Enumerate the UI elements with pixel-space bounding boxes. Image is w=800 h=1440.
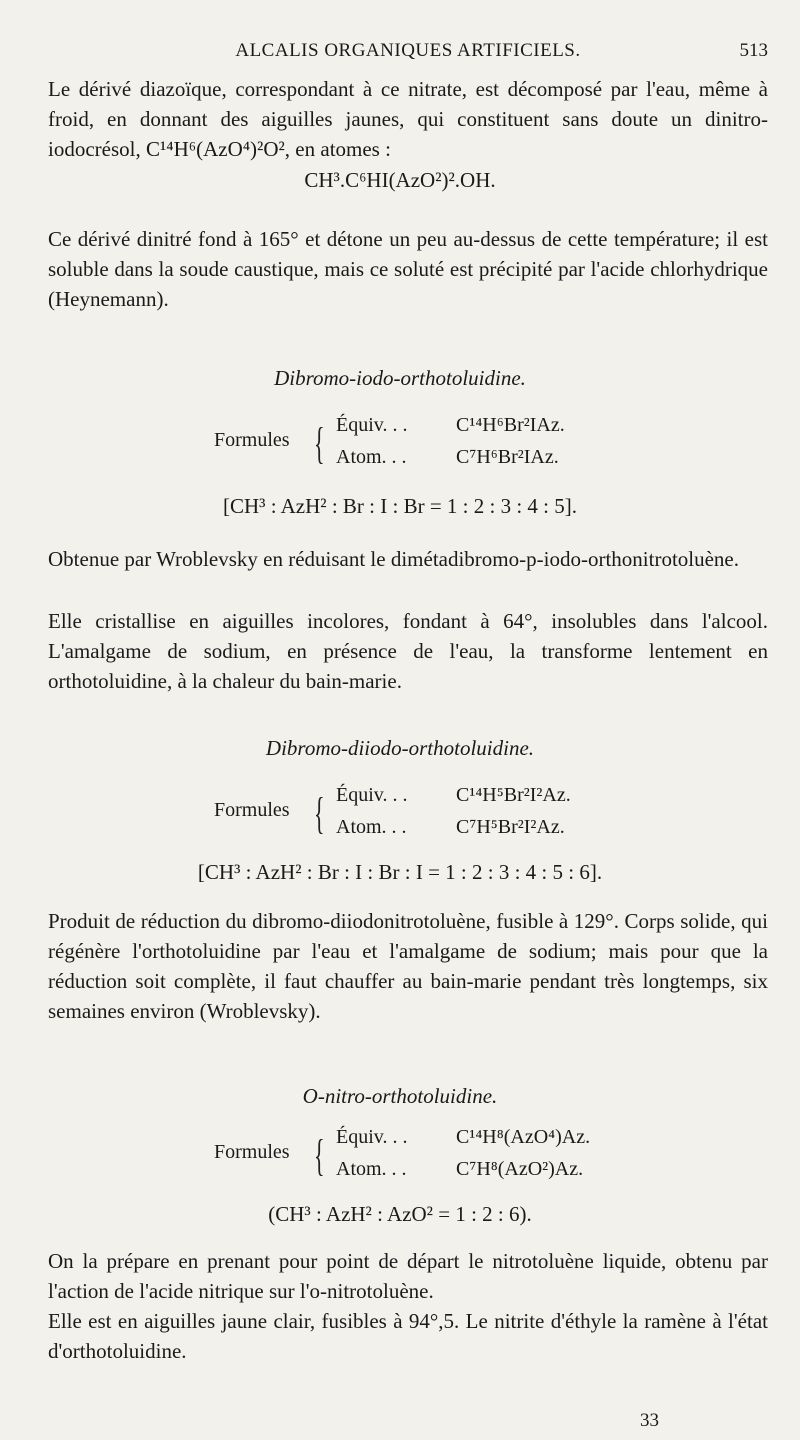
section-2-paragraph-1: Produit de réduction du dibromo-diiodonitrotoluène, fusible à 129°. Corps solide, qui régénère l'orthotoluidine par l'eau et l'amalgame de sodium; mais pour que la réduction soit complète, il faut chauffer au bain-marie pendant très longtemps, six semaines environ (Wroblevsky).	[48, 909, 768, 1023]
intro-paragraph: Le dérivé diazoïque, correspondant à ce nitrate, est décomposé par l'eau, même à froid, en donnant des aiguilles jaunes, qui constituent sans doute un dinitro-iodocrésol, C¹⁴H⁶(AzO⁴)²O², en atomes :	[48, 77, 768, 161]
intro-formula: CH³.C⁶HI(AzO²)².OH.	[304, 168, 496, 192]
equiv-row	[336, 1126, 590, 1149]
equiv-formula: C¹⁴H⁸(AzO⁴)Az.	[456, 1126, 591, 1148]
positions-formula-3: (CH³ : AzH² : AzO² = 1 : 2 : 6).	[268, 1202, 532, 1226]
formula-block-1	[214, 414, 634, 478]
equiv-label: Équiv. . .	[336, 1126, 408, 1148]
section-3-paragraph-1: On la prépare en prenant pour point de départ le nitrotoluène liquide, obtenu par l'action de l'acide nitrique sur l'o-nitrotoluène.	[48, 1249, 768, 1303]
atom-formula: C⁷H⁸(AzO²)Az.	[456, 1158, 584, 1180]
brace-symbol: {	[314, 419, 325, 468]
section-1-paragraph-2: Elle cristallise en aiguilles incolores, fondant à 64°, insolubles dans l'alcool. L'amalgame de sodium, en présence de l'eau, la transforme lentement en orthotoluidine, à la chaleur du bain-marie.	[48, 609, 768, 693]
brace-symbol: {	[314, 1131, 325, 1180]
formula-block-2	[214, 784, 634, 848]
formulas-label: Formules	[214, 1141, 290, 1163]
intro-paragraph-2: Ce dérivé dinitré fond à 165° et détone un peu au-dessus de cette température; il est soluble dans la soude caustique, mais ce soluté est précipité par l'acide chlorhydrique (Heynemann).	[48, 227, 768, 311]
equiv-row	[336, 414, 565, 437]
atom-formula: C⁷H⁶Br²IAz.	[456, 446, 559, 468]
positions-formula-2: [CH³ : AzH² : Br : I : Br : I = 1 : 2 : 3 : 4 : 5 : 6].	[197, 860, 603, 884]
section-3-paragraph-2: Elle est en aiguilles jaune clair, fusibles à 94°,5. Le nitrite d'éthyle la ramène à l'état d'orthotoluidine.	[48, 1309, 768, 1363]
equiv-formula: C¹⁴H⁵Br²I²Az.	[456, 784, 571, 806]
section-1-paragraph-1: Obtenue par Wroblevsky en réduisant le dimétadibromo-p-iodo-orthonitrotoluène.	[48, 547, 740, 571]
section-heading-2: Dibromo-diiodo-orthotoluidine.	[265, 736, 535, 760]
equiv-label: Équiv. . .	[336, 784, 408, 806]
running-header	[48, 40, 768, 70]
header-title: ALCALIS ORGANIQUES ARTIFICIELS.	[235, 40, 581, 61]
atom-row	[336, 816, 565, 839]
formulas-label: Formules	[214, 799, 290, 821]
equiv-row	[336, 784, 571, 807]
signature-mark: 33	[640, 1410, 659, 1431]
equiv-formula: C¹⁴H⁶Br²IAz.	[456, 414, 565, 436]
section-heading-1: Dibromo-iodo-orthotoluidine.	[274, 366, 526, 390]
atom-label: Atom. . .	[336, 446, 407, 468]
formula-block-3	[214, 1126, 634, 1190]
page-number: 513	[739, 40, 768, 61]
positions-formula-1: [CH³ : AzH² : Br : I : Br = 1 : 2 : 3 : 4 : 5].	[222, 494, 577, 518]
atom-label: Atom. . .	[336, 1158, 407, 1180]
brace-symbol: {	[314, 789, 325, 838]
atom-row	[336, 1158, 583, 1181]
atom-formula: C⁷H⁵Br²I²Az.	[456, 816, 565, 838]
atom-label: Atom. . .	[336, 816, 407, 838]
atom-row	[336, 446, 559, 469]
formulas-label: Formules	[214, 429, 290, 451]
section-heading-3: O-nitro-orthotoluidine.	[302, 1084, 498, 1108]
equiv-label: Équiv. . .	[336, 414, 408, 436]
